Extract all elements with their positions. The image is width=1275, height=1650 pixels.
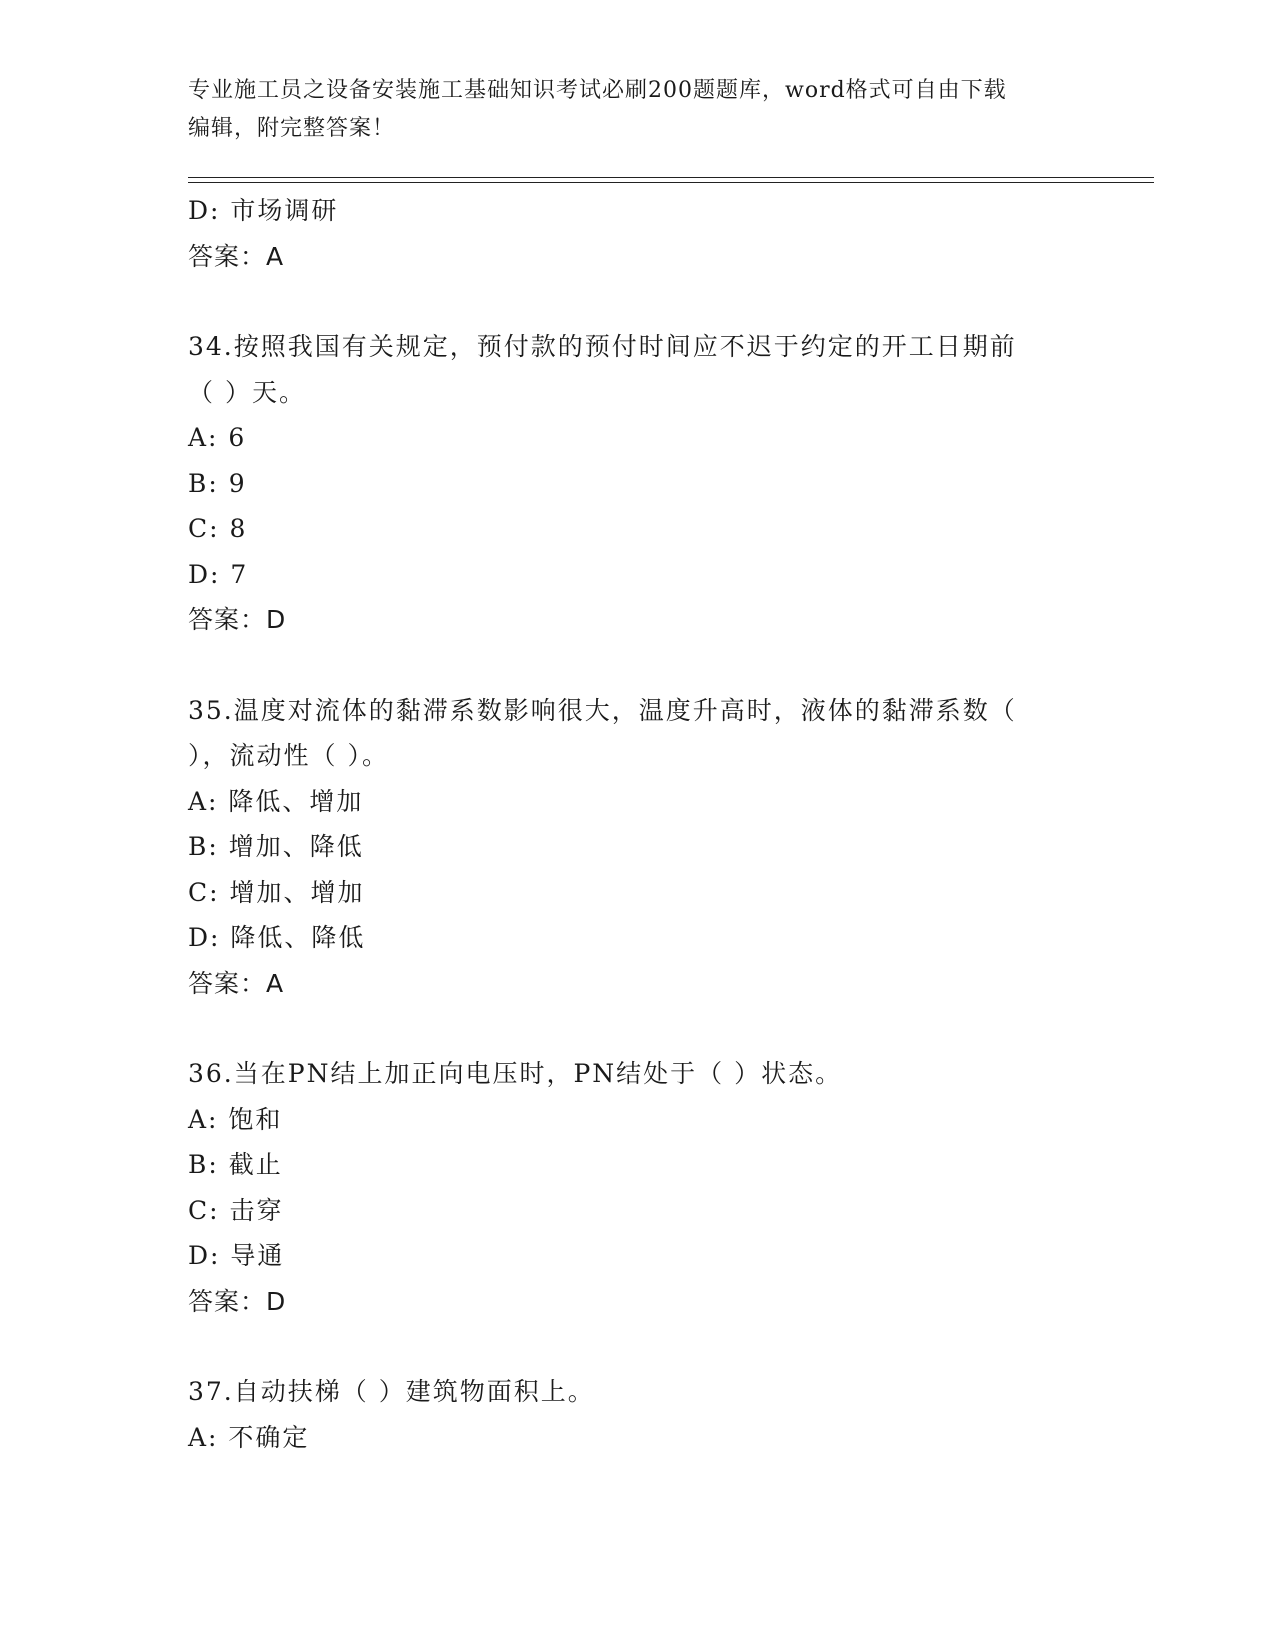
answer-line: 答案：A: [188, 241, 285, 271]
option-d: D: 降低、降低: [188, 923, 366, 952]
option-a: A: 不确定: [188, 1422, 310, 1452]
option-b: B: 9: [188, 468, 247, 498]
question-text: 35.温度对流体的黏滞系数影响很大，温度升高时，液体的黏滞系数（: [188, 695, 1017, 725]
question-33-tail: [188, 188, 1088, 279]
question-list: [188, 188, 1088, 1460]
header-divider-top: [188, 177, 1154, 178]
question-36: [188, 1051, 1088, 1324]
spacer: [188, 279, 1088, 324]
option-c: C: 击穿: [188, 1195, 284, 1225]
question-text: 34.按照我国有关规定，预付款的预付时间应不迟于约定的开工日期前: [188, 332, 1017, 361]
option-a: A: 6: [188, 423, 247, 452]
answer-line: 答案：A: [188, 968, 285, 998]
question-text-continued: ），流动性（ ）。: [188, 741, 389, 770]
question-34: [188, 324, 1088, 643]
option-c: C: 增加、增加: [188, 877, 365, 907]
option-b: B: 增加、降低: [188, 832, 364, 861]
spacer: [188, 1324, 1088, 1369]
option-d: D: 导通: [188, 1241, 285, 1270]
question-35: [188, 688, 1088, 1007]
answer-line: 答案：D: [188, 1286, 287, 1316]
question-text: 37.自动扶梯（ ）建筑物面积上。: [188, 1377, 595, 1406]
option-a: A: 饱和: [188, 1104, 283, 1134]
header-line-2: 编辑，附完整答案！: [188, 116, 396, 141]
document-header: [188, 72, 1088, 148]
header-line-1: 专业施工员之设备安装施工基础知识考试必刷200题题库，word格式可自由下载: [188, 78, 1007, 103]
option-b: B: 截止: [188, 1150, 283, 1179]
question-text-continued: （ ）天。: [188, 377, 306, 407]
option-d: D: 市场调研: [188, 196, 339, 225]
option-a: A: 降低、增加: [188, 786, 364, 816]
option-c: C: 8: [188, 514, 248, 543]
spacer: [188, 643, 1088, 688]
header-divider-bottom: [188, 182, 1154, 183]
question-37: [188, 1369, 1088, 1460]
answer-line: 答案：D: [188, 605, 287, 634]
spacer: [188, 1006, 1088, 1051]
option-d: D: 7: [188, 559, 249, 589]
question-text: 36.当在PN结上加正向电压时，PN结处于（ ）状态。: [188, 1059, 843, 1088]
